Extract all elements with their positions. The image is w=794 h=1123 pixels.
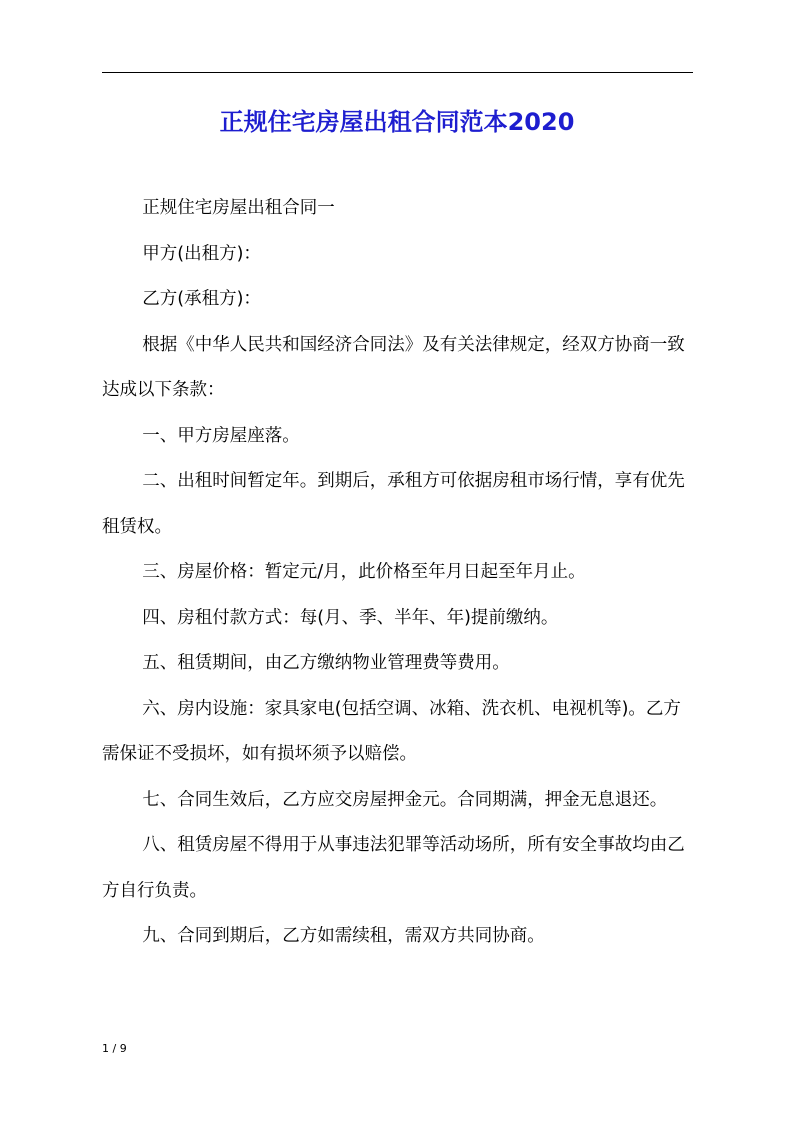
document-body	[102, 186, 693, 960]
paragraph-contract-heading: 正规住宅房屋出租合同一	[142, 198, 335, 218]
document-title: 正规住宅房屋出租合同范本2020	[219, 108, 575, 136]
paragraph-clause-8: 八、租赁房屋不得用于从事违法犯罪等活动场所，所有安全事故均由乙方自行负责。	[102, 835, 685, 901]
paragraph-clause-2: 二、出租时间暂定年。到期后，承租方可依据房租市场行情，享有优先租赁权。	[102, 471, 685, 537]
paragraph-preamble: 根据《中华人民共和国经济合同法》及有关法律规定，经双方协商一致达成以下条款：	[102, 334, 685, 400]
paragraph-clause-3: 三、房屋价格：暂定元/月，此价格至年月日起至年月止。	[142, 562, 586, 582]
header-rule	[102, 72, 693, 73]
paragraph-clause-1: 一、甲方房屋座落。	[142, 425, 300, 446]
paragraph-party-a: 甲方(出租方)：	[142, 243, 261, 264]
paragraph-clause-6: 六、房内设施：家具家电(包括空调、冰箱、洗衣机、电视机等)。乙方需保证不受损坏，如有损坏须予以赔偿。	[102, 698, 681, 764]
paragraph-clause-4: 四、房租付款方式：每(月、季、半年、年)提前缴纳。	[142, 607, 559, 628]
paragraph-clause-9: 九、合同到期后，乙方如需续租，需双方共同协商。	[142, 926, 545, 946]
paragraph-party-b: 乙方(承租方)：	[142, 289, 261, 309]
paragraph-clause-5: 五、租赁期间，由乙方缴纳物业管理费等费用。	[142, 653, 510, 673]
paragraph-clause-7: 七、合同生效后，乙方应交房屋押金元。合同期满，押金无息退还。	[142, 789, 668, 810]
page-number: 1 / 9	[102, 1042, 127, 1055]
